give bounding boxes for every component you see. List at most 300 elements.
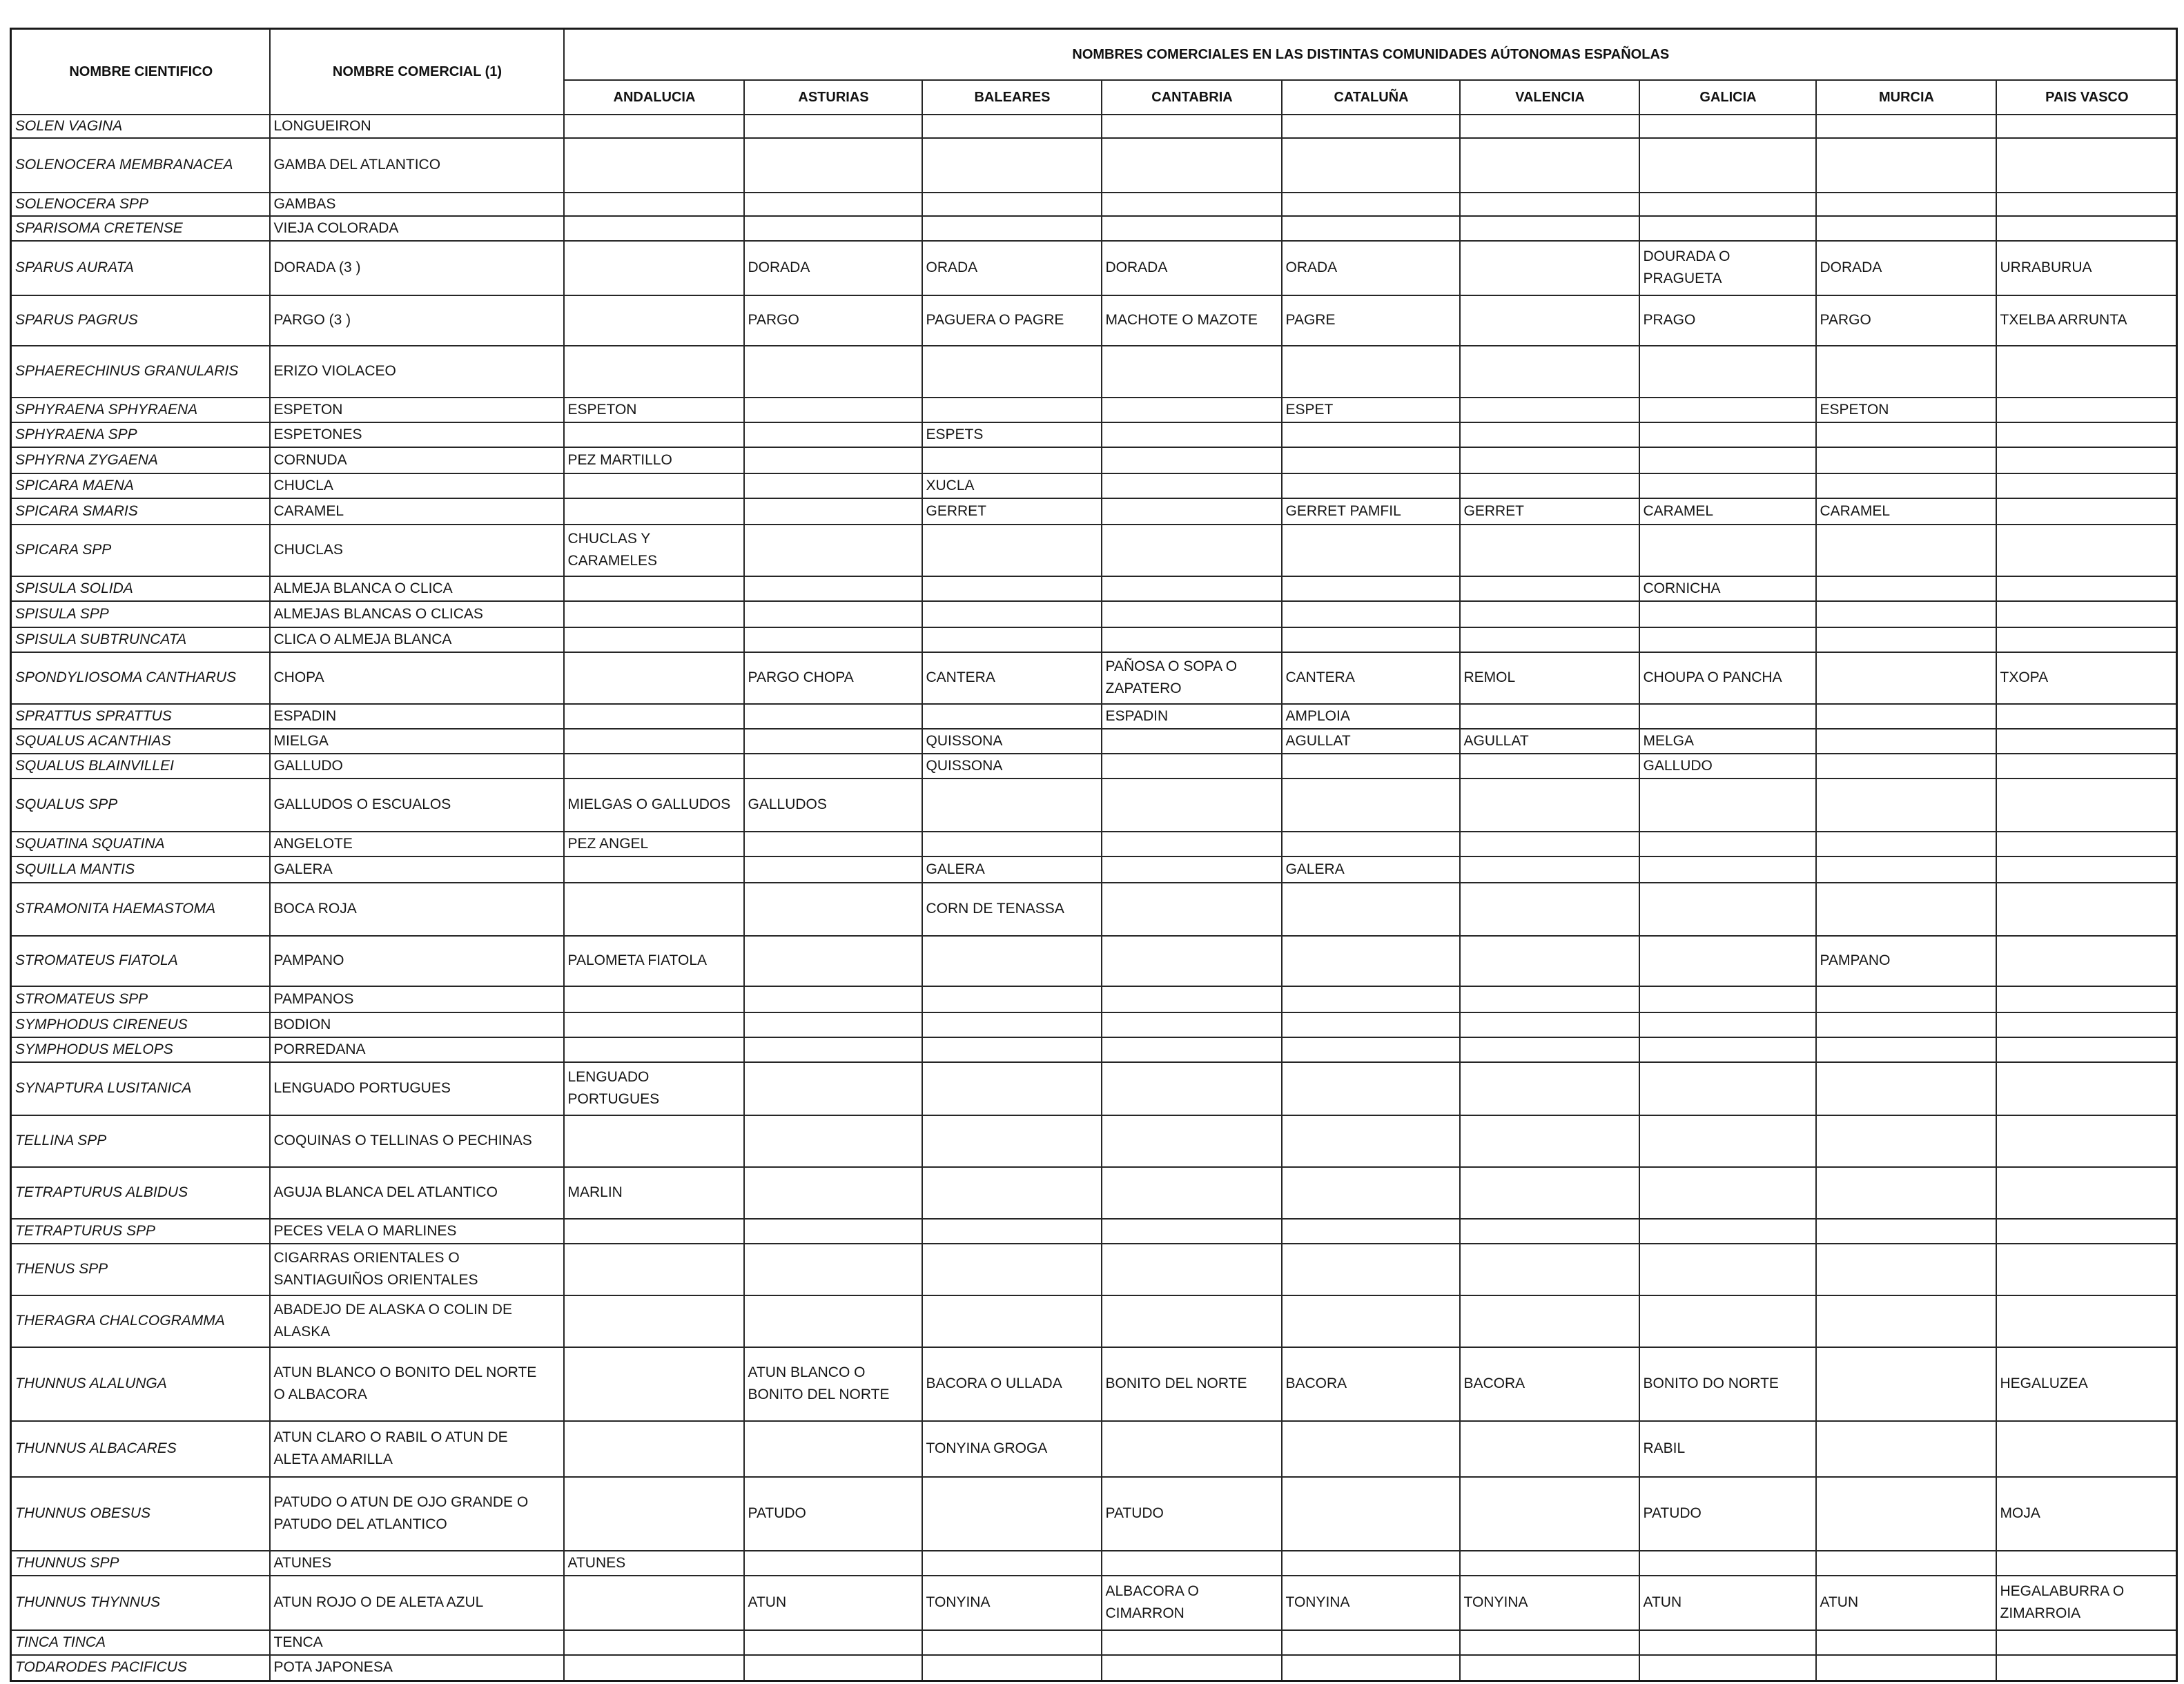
region-cell-cataluna xyxy=(1282,1062,1460,1115)
region-cell-galicia xyxy=(1639,1037,1816,1062)
region-cell-andalucia xyxy=(564,241,744,295)
region-cell-valencia xyxy=(1460,422,1639,447)
region-cell-pais-vasco xyxy=(1996,832,2177,856)
region-cell-cantabria xyxy=(1102,883,1282,936)
region-cell-pais-vasco xyxy=(1996,138,2177,193)
table-row xyxy=(11,193,2177,216)
region-cell-valencia xyxy=(1460,627,1639,652)
scientific-name-cell: SYNAPTURA LUSITANICA xyxy=(11,1062,270,1115)
header-scientific-name: NOMBRE CIENTIFICO xyxy=(11,29,270,115)
commercial-name-cell: GAMBA DEL ATLANTICO xyxy=(270,138,564,193)
region-cell-baleares xyxy=(922,1551,1102,1576)
region-cell-valencia xyxy=(1460,704,1639,729)
scientific-name-cell: THUNNUS SPP xyxy=(11,1551,270,1576)
region-cell-cataluna xyxy=(1282,779,1460,832)
region-cell-valencia xyxy=(1460,986,1639,1012)
region-cell-asturias xyxy=(744,138,922,193)
region-cell-cataluna xyxy=(1282,627,1460,652)
scientific-name-cell: SQUALUS SPP xyxy=(11,779,270,832)
region-cell-cantabria xyxy=(1102,216,1282,241)
region-cell-baleares xyxy=(922,1037,1102,1062)
commercial-name-cell: GALLUDOS O ESCUALOS xyxy=(270,779,564,832)
region-cell-baleares xyxy=(922,1244,1102,1295)
region-cell-baleares: ORADA xyxy=(922,241,1102,295)
header-region-cantabria: CANTABRIA xyxy=(1102,80,1282,115)
table-row xyxy=(11,422,2177,447)
commercial-name-cell: ATUNES xyxy=(270,1551,564,1576)
region-cell-baleares xyxy=(922,138,1102,193)
scientific-name-cell: SOLEN VAGINA xyxy=(11,115,270,138)
region-cell-galicia: CORNICHA xyxy=(1639,576,1816,601)
region-cell-pais-vasco xyxy=(1996,447,2177,473)
region-cell-baleares xyxy=(922,576,1102,601)
region-cell-baleares: GERRET xyxy=(922,498,1102,525)
region-cell-cantabria xyxy=(1102,447,1282,473)
region-cell-asturias xyxy=(744,422,922,447)
region-cell-murcia xyxy=(1816,1062,1996,1115)
region-cell-andalucia xyxy=(564,346,744,398)
table-row xyxy=(11,1630,2177,1655)
region-cell-pais-vasco xyxy=(1996,601,2177,627)
region-cell-asturias xyxy=(744,473,922,498)
table-row xyxy=(11,498,2177,525)
region-cell-galicia xyxy=(1639,1219,1816,1244)
region-cell-andalucia xyxy=(564,138,744,193)
region-cell-pais-vasco xyxy=(1996,1244,2177,1295)
region-cell-murcia xyxy=(1816,115,1996,138)
region-cell-murcia xyxy=(1816,883,1996,936)
region-cell-valencia: GERRET xyxy=(1460,498,1639,525)
region-cell-cantabria xyxy=(1102,1167,1282,1219)
region-cell-cataluna xyxy=(1282,1630,1460,1655)
region-cell-valencia xyxy=(1460,1295,1639,1347)
region-cell-baleares xyxy=(922,1219,1102,1244)
region-cell-pais-vasco xyxy=(1996,473,2177,498)
region-cell-murcia xyxy=(1816,779,1996,832)
region-cell-cantabria: MACHOTE O MAZOTE xyxy=(1102,295,1282,346)
region-cell-asturias xyxy=(744,346,922,398)
region-cell-galicia xyxy=(1639,986,1816,1012)
region-cell-cataluna xyxy=(1282,1295,1460,1347)
region-cell-cantabria xyxy=(1102,1219,1282,1244)
commercial-name-cell: COQUINAS O TELLINAS O PECHINAS xyxy=(270,1115,564,1167)
region-cell-galicia xyxy=(1639,936,1816,986)
scientific-name-cell: SPICARA MAENA xyxy=(11,473,270,498)
region-cell-baleares: QUISSONA xyxy=(922,729,1102,754)
region-cell-pais-vasco xyxy=(1996,986,2177,1012)
commercial-name-cell: DORADA (3 ) xyxy=(270,241,564,295)
region-cell-galicia xyxy=(1639,346,1816,398)
region-cell-galicia xyxy=(1639,216,1816,241)
region-cell-pais-vasco xyxy=(1996,398,2177,422)
region-cell-pais-vasco xyxy=(1996,729,2177,754)
region-cell-pais-vasco xyxy=(1996,754,2177,779)
region-cell-murcia xyxy=(1816,652,1996,704)
region-cell-cantabria xyxy=(1102,422,1282,447)
region-cell-galicia xyxy=(1639,1062,1816,1115)
region-cell-cataluna xyxy=(1282,1219,1460,1244)
region-cell-andalucia xyxy=(564,1244,744,1295)
region-cell-cantabria xyxy=(1102,1295,1282,1347)
region-cell-cantabria xyxy=(1102,729,1282,754)
region-cell-valencia xyxy=(1460,1421,1639,1477)
region-cell-murcia xyxy=(1816,525,1996,576)
region-cell-valencia: REMOL xyxy=(1460,652,1639,704)
region-cell-cantabria xyxy=(1102,473,1282,498)
table-row xyxy=(11,447,2177,473)
commercial-name-cell: PAMPANOS xyxy=(270,986,564,1012)
region-cell-asturias xyxy=(744,1295,922,1347)
region-cell-andalucia xyxy=(564,704,744,729)
region-cell-cantabria xyxy=(1102,1012,1282,1037)
region-cell-asturias xyxy=(744,115,922,138)
region-cell-galicia xyxy=(1639,525,1816,576)
region-cell-galicia: BONITO DO NORTE xyxy=(1639,1347,1816,1421)
region-cell-galicia xyxy=(1639,398,1816,422)
commercial-name-cell: BOCA ROJA xyxy=(270,883,564,936)
region-cell-andalucia: MIELGAS O GALLUDOS xyxy=(564,779,744,832)
commercial-name-cell: ATUN BLANCO O BONITO DEL NORTE O ALBACORA xyxy=(270,1347,564,1421)
table-row xyxy=(11,473,2177,498)
region-cell-pais-vasco xyxy=(1996,576,2177,601)
scientific-name-cell: TETRAPTURUS ALBIDUS xyxy=(11,1167,270,1219)
region-cell-asturias xyxy=(744,832,922,856)
region-cell-cantabria xyxy=(1102,576,1282,601)
region-cell-pais-vasco xyxy=(1996,1295,2177,1347)
region-cell-cantabria xyxy=(1102,1630,1282,1655)
region-cell-galicia: PRAGO xyxy=(1639,295,1816,346)
scientific-name-cell: SYMPHODUS CIRENEUS xyxy=(11,1012,270,1037)
region-cell-cataluna xyxy=(1282,883,1460,936)
region-cell-baleares xyxy=(922,1012,1102,1037)
region-cell-valencia xyxy=(1460,1167,1639,1219)
scientific-name-cell: SPHYRAENA SPP xyxy=(11,422,270,447)
region-cell-baleares xyxy=(922,216,1102,241)
region-cell-murcia xyxy=(1816,627,1996,652)
region-cell-baleares xyxy=(922,1167,1102,1219)
region-cell-cataluna xyxy=(1282,447,1460,473)
region-cell-cataluna xyxy=(1282,422,1460,447)
region-cell-asturias xyxy=(744,986,922,1012)
commercial-name-cell: ANGELOTE xyxy=(270,832,564,856)
region-cell-cataluna xyxy=(1282,216,1460,241)
commercial-name-cell: CORNUDA xyxy=(270,447,564,473)
scientific-name-cell: SPICARA SMARIS xyxy=(11,498,270,525)
region-cell-andalucia: PEZ MARTILLO xyxy=(564,447,744,473)
region-cell-murcia xyxy=(1816,216,1996,241)
table-body xyxy=(11,115,2177,1681)
region-cell-valencia xyxy=(1460,295,1639,346)
scientific-name-cell: SQUATINA SQUATINA xyxy=(11,832,270,856)
region-cell-valencia xyxy=(1460,1655,1639,1681)
region-cell-asturias xyxy=(744,856,922,883)
region-cell-valencia xyxy=(1460,1115,1639,1167)
region-cell-cantabria xyxy=(1102,1421,1282,1477)
region-cell-pais-vasco xyxy=(1996,1012,2177,1037)
region-cell-valencia xyxy=(1460,1244,1639,1295)
region-cell-cantabria: ALBACORA O CIMARRON xyxy=(1102,1576,1282,1630)
region-cell-pais-vasco xyxy=(1996,1630,2177,1655)
table-row xyxy=(11,216,2177,241)
region-cell-baleares xyxy=(922,1630,1102,1655)
region-cell-asturias xyxy=(744,729,922,754)
commercial-name-cell: AGUJA BLANCA DEL ATLANTICO xyxy=(270,1167,564,1219)
region-cell-valencia xyxy=(1460,1219,1639,1244)
table-row xyxy=(11,986,2177,1012)
region-cell-galicia: PATUDO xyxy=(1639,1477,1816,1551)
region-cell-murcia xyxy=(1816,576,1996,601)
region-cell-cantabria xyxy=(1102,138,1282,193)
region-cell-andalucia xyxy=(564,1477,744,1551)
region-cell-andalucia xyxy=(564,1421,744,1477)
table-row xyxy=(11,1551,2177,1576)
region-cell-asturias xyxy=(744,704,922,729)
region-cell-pais-vasco xyxy=(1996,422,2177,447)
region-cell-asturias xyxy=(744,1655,922,1681)
region-cell-valencia xyxy=(1460,398,1639,422)
region-cell-galicia: MELGA xyxy=(1639,729,1816,754)
region-cell-murcia xyxy=(1816,1477,1996,1551)
region-cell-pais-vasco xyxy=(1996,779,2177,832)
region-cell-andalucia xyxy=(564,1037,744,1062)
region-cell-asturias: DORADA xyxy=(744,241,922,295)
region-cell-andalucia: ATUNES xyxy=(564,1551,744,1576)
scientific-name-cell: THUNNUS THYNNUS xyxy=(11,1576,270,1630)
region-cell-baleares: XUCLA xyxy=(922,473,1102,498)
region-cell-asturias xyxy=(744,627,922,652)
commercial-name-cell: ATUN ROJO O DE ALETA AZUL xyxy=(270,1576,564,1630)
region-cell-valencia xyxy=(1460,832,1639,856)
region-cell-andalucia xyxy=(564,1347,744,1421)
region-cell-murcia xyxy=(1816,193,1996,216)
region-cell-cantabria: PATUDO xyxy=(1102,1477,1282,1551)
scientific-name-cell: SOLENOCERA MEMBRANACEA xyxy=(11,138,270,193)
region-cell-pais-vasco: TXELBA ARRUNTA xyxy=(1996,295,2177,346)
region-cell-galicia xyxy=(1639,138,1816,193)
header-row-main xyxy=(11,29,2177,80)
region-cell-pais-vasco xyxy=(1996,1115,2177,1167)
commercial-name-cell: GALERA xyxy=(270,856,564,883)
region-cell-galicia: DOURADA O PRAGUETA xyxy=(1639,241,1816,295)
region-cell-andalucia xyxy=(564,856,744,883)
region-cell-asturias xyxy=(744,193,922,216)
commercial-name-cell: GAMBAS xyxy=(270,193,564,216)
region-cell-cataluna xyxy=(1282,986,1460,1012)
region-cell-cantabria xyxy=(1102,1115,1282,1167)
region-cell-valencia xyxy=(1460,1551,1639,1576)
region-cell-asturias: ATUN xyxy=(744,1576,922,1630)
region-cell-cataluna xyxy=(1282,1551,1460,1576)
scientific-name-cell: SQUILLA MANTIS xyxy=(11,856,270,883)
region-cell-valencia xyxy=(1460,1037,1639,1062)
region-cell-valencia xyxy=(1460,241,1639,295)
region-cell-galicia xyxy=(1639,883,1816,936)
commercial-name-cell: PAMPANO xyxy=(270,936,564,986)
region-cell-murcia xyxy=(1816,729,1996,754)
region-cell-galicia xyxy=(1639,1295,1816,1347)
region-cell-cantabria: PAÑOSA O SOPA O ZAPATERO xyxy=(1102,652,1282,704)
scientific-name-cell: TETRAPTURUS SPP xyxy=(11,1219,270,1244)
region-cell-andalucia xyxy=(564,1012,744,1037)
region-cell-galicia xyxy=(1639,193,1816,216)
region-cell-pais-vasco: HEGALABURRA O ZIMARROIA xyxy=(1996,1576,2177,1630)
commercial-name-cell: TENCA xyxy=(270,1630,564,1655)
region-cell-baleares: BACORA O ULLADA xyxy=(922,1347,1102,1421)
region-cell-valencia xyxy=(1460,936,1639,986)
region-cell-asturias xyxy=(744,1244,922,1295)
region-cell-murcia xyxy=(1816,447,1996,473)
commercial-name-cell: POTA JAPONESA xyxy=(270,1655,564,1681)
commercial-name-cell: GALLUDO xyxy=(270,754,564,779)
region-cell-valencia xyxy=(1460,346,1639,398)
region-cell-galicia xyxy=(1639,1630,1816,1655)
region-cell-cataluna xyxy=(1282,601,1460,627)
table-row xyxy=(11,704,2177,729)
table-row xyxy=(11,1037,2177,1062)
region-cell-cataluna xyxy=(1282,138,1460,193)
region-cell-andalucia xyxy=(564,1219,744,1244)
region-cell-baleares xyxy=(922,832,1102,856)
region-cell-asturias xyxy=(744,1115,922,1167)
commercial-name-cell: MIELGA xyxy=(270,729,564,754)
region-cell-cantabria xyxy=(1102,986,1282,1012)
scientific-name-cell: SPISULA SOLIDA xyxy=(11,576,270,601)
region-cell-galicia xyxy=(1639,447,1816,473)
region-cell-baleares xyxy=(922,779,1102,832)
region-cell-murcia: PARGO xyxy=(1816,295,1996,346)
commercial-name-cell: CLICA O ALMEJA BLANCA xyxy=(270,627,564,652)
header-commercial-name: NOMBRE COMERCIAL (1) xyxy=(270,29,564,115)
scientific-name-cell: SPISULA SPP xyxy=(11,601,270,627)
region-cell-pais-vasco: MOJA xyxy=(1996,1477,2177,1551)
region-cell-galicia xyxy=(1639,704,1816,729)
region-cell-asturias xyxy=(744,1012,922,1037)
table-row xyxy=(11,1295,2177,1347)
scientific-name-cell: SPICARA SPP xyxy=(11,525,270,576)
region-cell-cantabria xyxy=(1102,754,1282,779)
region-cell-galicia xyxy=(1639,1012,1816,1037)
commercial-name-cell: LENGUADO PORTUGUES xyxy=(270,1062,564,1115)
region-cell-baleares: GALERA xyxy=(922,856,1102,883)
region-cell-murcia xyxy=(1816,832,1996,856)
region-cell-cantabria xyxy=(1102,193,1282,216)
region-cell-cantabria xyxy=(1102,1037,1282,1062)
region-cell-pais-vasco xyxy=(1996,883,2177,936)
commercial-name-cell: ALMEJAS BLANCAS O CLICAS xyxy=(270,601,564,627)
region-cell-pais-vasco xyxy=(1996,498,2177,525)
region-cell-cataluna xyxy=(1282,1421,1460,1477)
region-cell-murcia xyxy=(1816,1219,1996,1244)
header-region-andalucia: ANDALUCIA xyxy=(564,80,744,115)
commercial-name-cell: ABADEJO DE ALASKA O COLIN DE ALASKA xyxy=(270,1295,564,1347)
region-cell-murcia xyxy=(1816,1655,1996,1681)
region-cell-murcia xyxy=(1816,856,1996,883)
scientific-name-cell: SPRATTUS SPRATTUS xyxy=(11,704,270,729)
region-cell-galicia xyxy=(1639,1551,1816,1576)
region-cell-cataluna xyxy=(1282,1244,1460,1295)
region-cell-baleares xyxy=(922,447,1102,473)
region-cell-murcia xyxy=(1816,1551,1996,1576)
table-row xyxy=(11,398,2177,422)
header-region-murcia: MURCIA xyxy=(1816,80,1996,115)
region-cell-asturias xyxy=(744,1037,922,1062)
table-row xyxy=(11,1477,2177,1551)
region-cell-pais-vasco: URRABURUA xyxy=(1996,241,2177,295)
region-cell-cataluna xyxy=(1282,115,1460,138)
region-cell-cantabria xyxy=(1102,1062,1282,1115)
region-cell-pais-vasco xyxy=(1996,627,2177,652)
region-cell-galicia xyxy=(1639,115,1816,138)
region-cell-asturias: PARGO xyxy=(744,295,922,346)
region-cell-pais-vasco xyxy=(1996,193,2177,216)
scientific-name-cell: TELLINA SPP xyxy=(11,1115,270,1167)
region-cell-pais-vasco xyxy=(1996,346,2177,398)
region-cell-valencia xyxy=(1460,779,1639,832)
commercial-name-cell: CHOPA xyxy=(270,652,564,704)
table-row xyxy=(11,1115,2177,1167)
region-cell-cantabria xyxy=(1102,1244,1282,1295)
scientific-name-cell: STRAMONITA HAEMASTOMA xyxy=(11,883,270,936)
table-row xyxy=(11,1219,2177,1244)
region-cell-cantabria xyxy=(1102,346,1282,398)
region-cell-asturias xyxy=(744,216,922,241)
region-cell-valencia xyxy=(1460,856,1639,883)
table-row xyxy=(11,1421,2177,1477)
region-cell-andalucia xyxy=(564,473,744,498)
region-cell-cataluna: ESPET xyxy=(1282,398,1460,422)
region-cell-baleares xyxy=(922,1655,1102,1681)
region-cell-pais-vasco xyxy=(1996,1037,2177,1062)
region-cell-pais-vasco xyxy=(1996,936,2177,986)
region-cell-asturias xyxy=(744,498,922,525)
region-cell-baleares xyxy=(922,398,1102,422)
region-cell-murcia xyxy=(1816,138,1996,193)
table-row xyxy=(11,729,2177,754)
scientific-name-cell: TODARODES PACIFICUS xyxy=(11,1655,270,1681)
region-cell-cataluna: PAGRE xyxy=(1282,295,1460,346)
region-cell-pais-vasco xyxy=(1996,115,2177,138)
region-cell-baleares: TONYINA xyxy=(922,1576,1102,1630)
region-cell-baleares xyxy=(922,346,1102,398)
region-cell-andalucia: LENGUADO PORTUGUES xyxy=(564,1062,744,1115)
region-cell-cataluna xyxy=(1282,936,1460,986)
region-cell-andalucia xyxy=(564,883,744,936)
region-cell-baleares: ESPETS xyxy=(922,422,1102,447)
region-cell-murcia: DORADA xyxy=(1816,241,1996,295)
table-row xyxy=(11,936,2177,986)
region-cell-cataluna xyxy=(1282,576,1460,601)
region-cell-murcia xyxy=(1816,422,1996,447)
region-cell-cantabria xyxy=(1102,498,1282,525)
scientific-name-cell: STROMATEUS SPP xyxy=(11,986,270,1012)
region-cell-baleares xyxy=(922,1062,1102,1115)
region-cell-cantabria xyxy=(1102,601,1282,627)
region-cell-cantabria xyxy=(1102,115,1282,138)
region-cell-asturias xyxy=(744,1062,922,1115)
region-cell-asturias xyxy=(744,1630,922,1655)
region-cell-murcia: ATUN xyxy=(1816,1576,1996,1630)
region-cell-andalucia xyxy=(564,627,744,652)
region-cell-cataluna: AMPLOIA xyxy=(1282,704,1460,729)
table-row xyxy=(11,295,2177,346)
region-cell-andalucia xyxy=(564,652,744,704)
region-cell-andalucia: CHUCLAS Y CARAMELES xyxy=(564,525,744,576)
header-regions-title: NOMBRES COMERCIALES EN LAS DISTINTAS COMUNIDADES AÚTONOMAS ESPAÑOLAS xyxy=(564,29,2177,80)
region-cell-andalucia xyxy=(564,729,744,754)
scientific-name-cell: THUNNUS ALALUNGA xyxy=(11,1347,270,1421)
scientific-name-cell: SPONDYLIOSOMA CANTHARUS xyxy=(11,652,270,704)
table-row xyxy=(11,883,2177,936)
